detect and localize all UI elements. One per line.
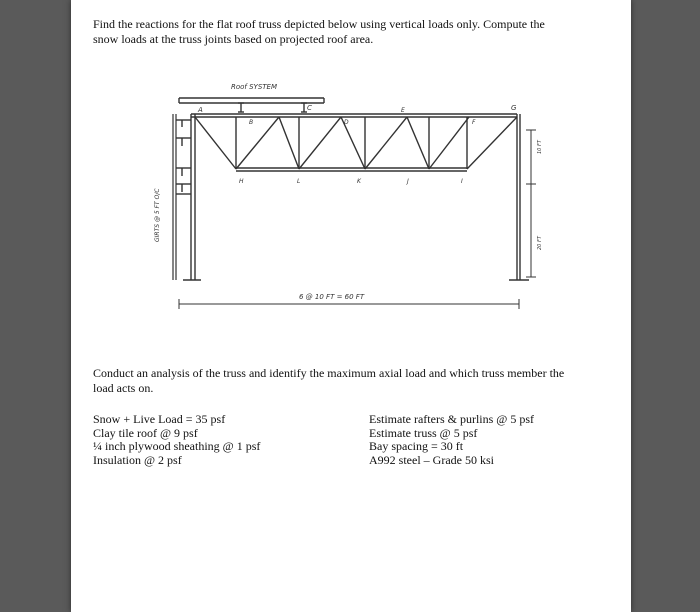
load-item: Insulation @ 2 psf [93, 452, 182, 467]
column-height-label: 20 FT [537, 236, 543, 250]
question-line-1: Conduct an analysis of the truss and identify the maximum axial load and which truss member the [93, 366, 565, 380]
problem-statement [93, 17, 593, 47]
truss-drawing [139, 72, 543, 317]
loads-list-left [93, 413, 260, 467]
load-item: ¼ inch plywood sheathing @ 1 psf [93, 439, 261, 453]
load-item: Estimate truss @ 5 psf [369, 425, 478, 440]
joint-label-f: F [472, 119, 476, 126]
joint-label-g: G [511, 104, 517, 112]
load-item: Estimate rafters & purlins @ 5 psf [369, 412, 535, 426]
load-item: Clay tile roof @ 9 psf [93, 425, 198, 440]
joint-label-j: J [407, 178, 409, 185]
joint-label-b: B [249, 119, 254, 126]
joint-label-k: K [357, 178, 361, 185]
joint-label-h: H [239, 178, 244, 185]
question-line-2: load acts on. [93, 381, 154, 395]
joint-label-l: L [297, 178, 301, 185]
diagonal-1 [195, 117, 236, 169]
truss-sketch [139, 72, 543, 317]
joint-label-d: D [344, 119, 349, 126]
joint-label-c: C [307, 104, 312, 112]
intro-line-1: Find the reactions for the flat roof truss depicted below using vertical loads only. Compute the [93, 17, 545, 31]
question-text [93, 366, 613, 396]
loads-list-right [369, 413, 534, 467]
load-item: Snow + Live Load = 35 psf [93, 412, 226, 426]
roof-system-label: Roof SYSTEM [231, 83, 278, 91]
intro-line-2: snow loads at the truss joints based on projected roof area. [93, 32, 374, 46]
load-item: Bay spacing = 30 ft [369, 439, 464, 453]
joint-label-i: I [461, 178, 463, 185]
span-label: 6 @ 10 FT = 60 FT [299, 293, 365, 301]
girts-spacing-label: GIRTS @ 5 FT O/C [154, 188, 161, 242]
joint-label-e: E [401, 107, 405, 114]
load-item: A992 steel – Grade 50 ksi [369, 452, 494, 467]
document-page [71, 0, 631, 612]
joint-label-a: A [198, 106, 203, 114]
truss-depth-label: 10 FT [537, 140, 543, 154]
